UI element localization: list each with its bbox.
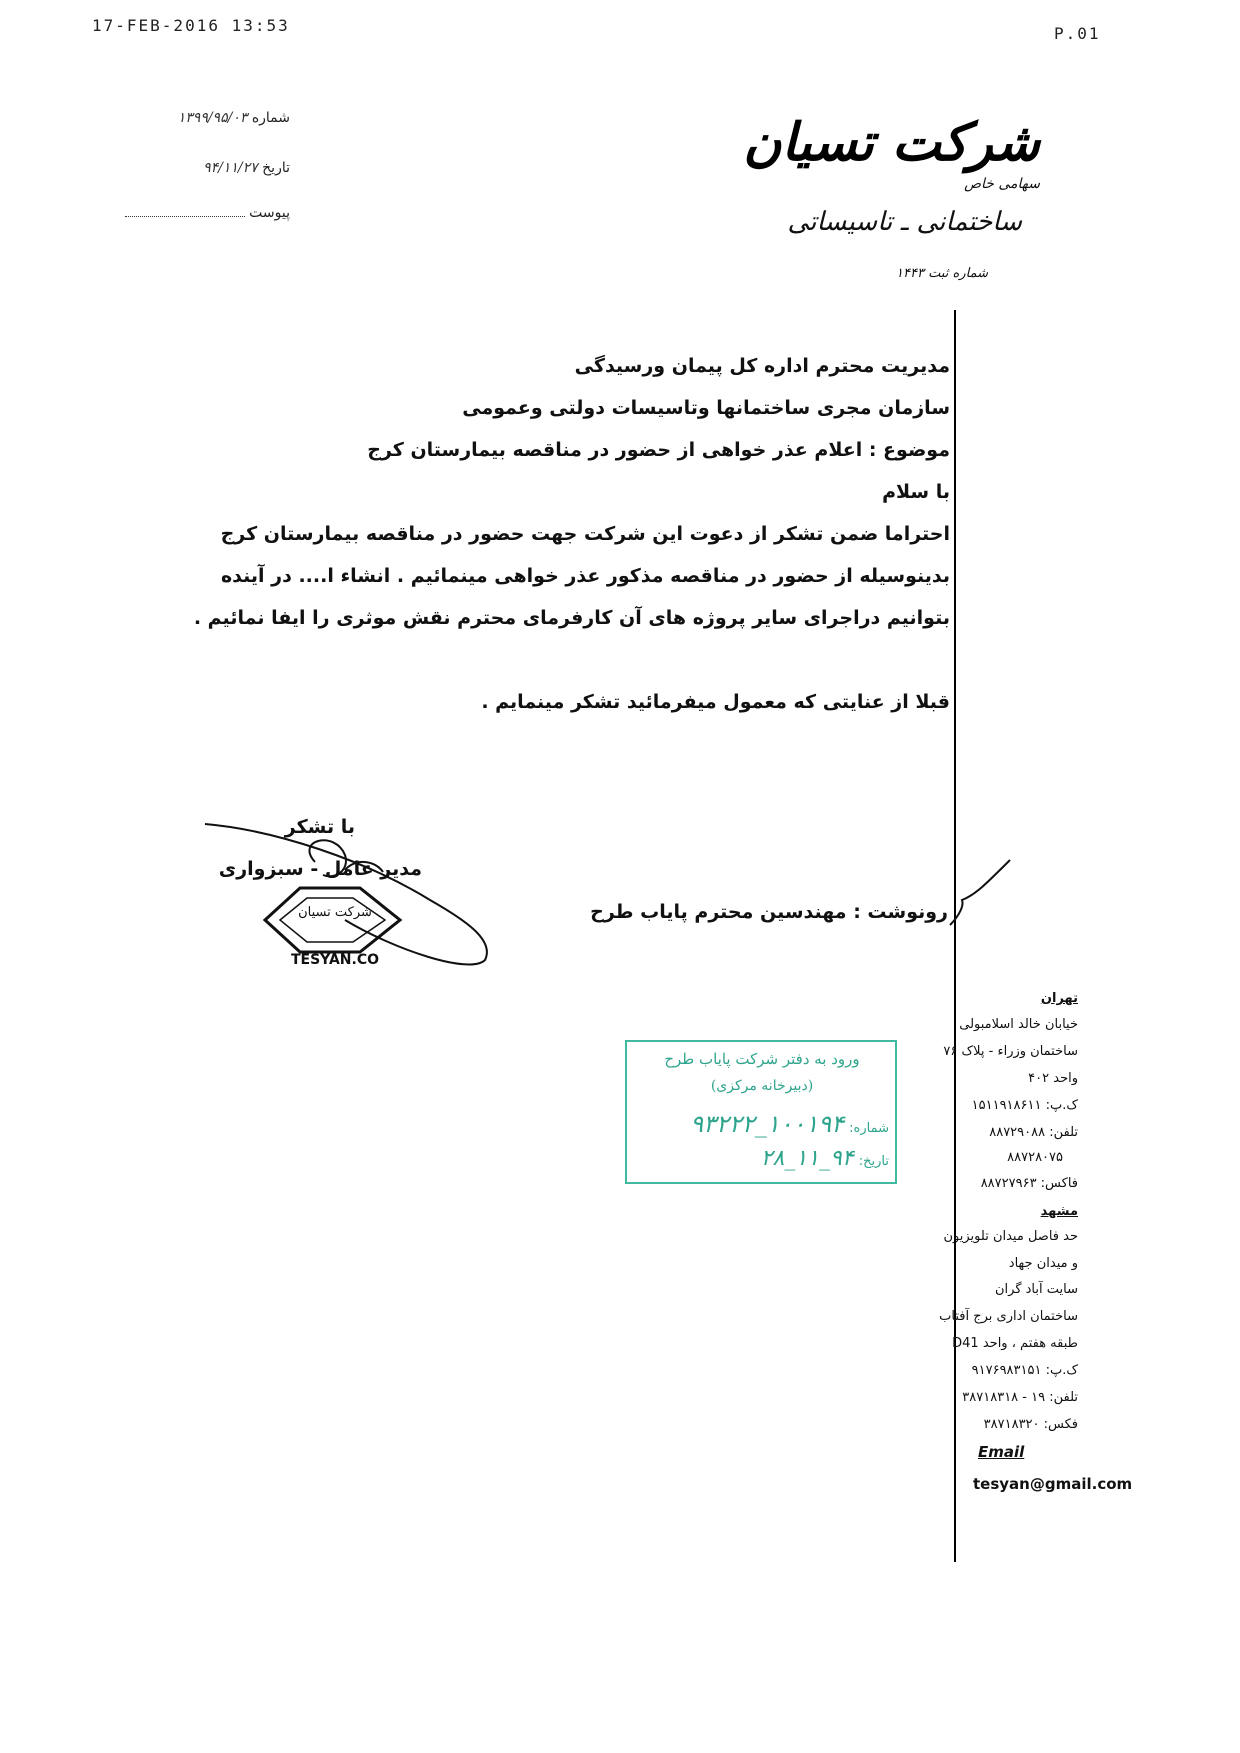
addressee-line-2: سازمان مجری ساختمانها وتاسیسات دولتی وعمومی bbox=[462, 397, 950, 419]
company-seal bbox=[265, 888, 400, 968]
stamp-number-row bbox=[633, 1110, 889, 1138]
stamp-date-label: تاریخ: bbox=[858, 1154, 889, 1169]
sidebar-mashhad-line: ساختمان اداری برج آفتاب bbox=[939, 1309, 1078, 1324]
stamp-title: ورود به دفتر شرکت پایاب طرح bbox=[664, 1050, 860, 1068]
signature-thanks: با تشکر bbox=[284, 816, 355, 838]
sidebar-mashhad-line: حد فاصل میدان تلویزیون bbox=[943, 1229, 1078, 1244]
mashhad-heading-text: مشهد bbox=[1040, 1204, 1078, 1219]
sidebar-tehran-line: خیابان خالد اسلامبولی bbox=[959, 1017, 1078, 1032]
sidebar-mashhad-line: سایت آباد گران bbox=[994, 1282, 1078, 1297]
cc-line: رونوشت : مهندسین محترم پایاب طرح bbox=[590, 901, 948, 923]
sidebar-mashhad-line: فکس: ۳۸۷۱۸۳۲۰ bbox=[983, 1417, 1078, 1432]
sidebar-tehran-line: تلفن: ۸۸۷۲۹۰۸۸ bbox=[989, 1125, 1078, 1140]
letter-date bbox=[90, 160, 290, 176]
letter-date-label: تاریخ bbox=[262, 160, 290, 176]
sidebar-mashhad-line: تلفن: ۱۹ - ۳۸۷۱۸۳۱۸ bbox=[962, 1390, 1078, 1405]
letter-attachment bbox=[90, 205, 290, 221]
subject-line: موضوع : اعلام عذر خواهی از حضور در مناقصه بیمارستان کرج bbox=[367, 439, 950, 461]
addressee-line-1: مدیریت محترم اداره کل پیمان ورسیدگی bbox=[574, 355, 950, 377]
handwritten-signature bbox=[205, 824, 487, 964]
sidebar-tehran-line: ۸۸۷۲۸۰۷۵ bbox=[1007, 1150, 1063, 1165]
stamp-number-label: شماره: bbox=[849, 1121, 889, 1136]
stamp-number-value: ۱۰۰۱۹۴_۹۳۲۲۲ bbox=[690, 1110, 845, 1138]
sidebar-tehran-line: ساختمان وزراء - پلاک ۷۶ bbox=[943, 1044, 1078, 1059]
company-header bbox=[710, 112, 1040, 192]
attachment-dotted-line bbox=[125, 216, 245, 217]
stamp-subtitle: (دبیرخانه مرکزی) bbox=[710, 1078, 814, 1094]
sidebar-tehran-line: ک.پ: ۱۵۱۱۹۱۸۶۱۱ bbox=[971, 1098, 1078, 1113]
letter-number-value: ۱۳۹۹/۹۵/۰۳ bbox=[177, 110, 248, 126]
greeting: با سلام bbox=[882, 481, 950, 503]
signature-and-seal bbox=[195, 800, 505, 990]
email-label: Email bbox=[978, 1443, 1025, 1461]
stamp-date-value: ۹۴_۱۱_۲۸ bbox=[760, 1146, 854, 1171]
closing-line: قبلا از عنایتی که معمول میفرمائید تشکر مینمایم . bbox=[481, 691, 950, 713]
receipt-stamp bbox=[625, 1040, 897, 1184]
seal-persian-text: شرکت تسیان bbox=[298, 905, 372, 920]
letter-number bbox=[90, 110, 290, 126]
company-type: سهامی خاص bbox=[964, 176, 1040, 192]
seal-latin-text: TESYAN.CO bbox=[290, 952, 380, 968]
sidebar-tehran-line: فاکس: ۸۸۷۲۷۹۶۳ bbox=[980, 1176, 1078, 1191]
paragraph-line-2: بدینوسیله از حضور در مناقصه مذکور عذر خواهی مینمائیم . انشاء ا.... در آینده bbox=[220, 565, 950, 587]
company-registration: شماره ثبت ۱۴۴۳ bbox=[896, 266, 988, 281]
paragraph-line-1: احتراما ضمن تشکر از دعوت این شرکت جهت حضور در مناقصه بیمارستان کرج bbox=[220, 523, 950, 545]
sidebar-mashhad-line: طبقه هفتم ، واحد D41 bbox=[952, 1336, 1078, 1351]
sidebar-mashhad-line: و میدان جهاد bbox=[1008, 1256, 1078, 1271]
company-subtitle: ساختمانی ـ تاسیساتی bbox=[787, 207, 1022, 237]
letter-date-value: ۹۴/۱۱/۲۷ bbox=[203, 160, 258, 176]
cc-check-mark bbox=[940, 855, 1020, 935]
email-value[interactable]: tesyan@gmail.com bbox=[973, 1475, 1133, 1493]
sidebar-tehran-line: واحد ۴۰۲ bbox=[1028, 1071, 1078, 1086]
tehran-heading-text: تهران bbox=[1040, 991, 1078, 1006]
paragraph-line-3: بتوانیم دراجرای سایر پروژه های آن کارفرمای محترم نقش موثری را ایفا نمائیم . bbox=[193, 607, 950, 629]
sidebar-mashhad-line: ک.پ: ۹۱۷۶۹۸۳۱۵۱ bbox=[971, 1363, 1078, 1378]
fax-page-number: P.01 bbox=[1054, 24, 1101, 43]
letter-number-label: شماره bbox=[251, 110, 290, 126]
sidebar-tehran-heading bbox=[918, 992, 1078, 1005]
stamp-date-row bbox=[633, 1146, 889, 1171]
company-name: شرکت تسیان bbox=[743, 112, 1040, 173]
letter-attachment-label: پیوست bbox=[249, 205, 290, 221]
fax-datetime: 17-FEB-2016 13:53 bbox=[92, 16, 290, 35]
sidebar-mashhad-heading bbox=[918, 1205, 1078, 1218]
signature-signer: مدیر عامل - سبزواری bbox=[218, 858, 422, 880]
